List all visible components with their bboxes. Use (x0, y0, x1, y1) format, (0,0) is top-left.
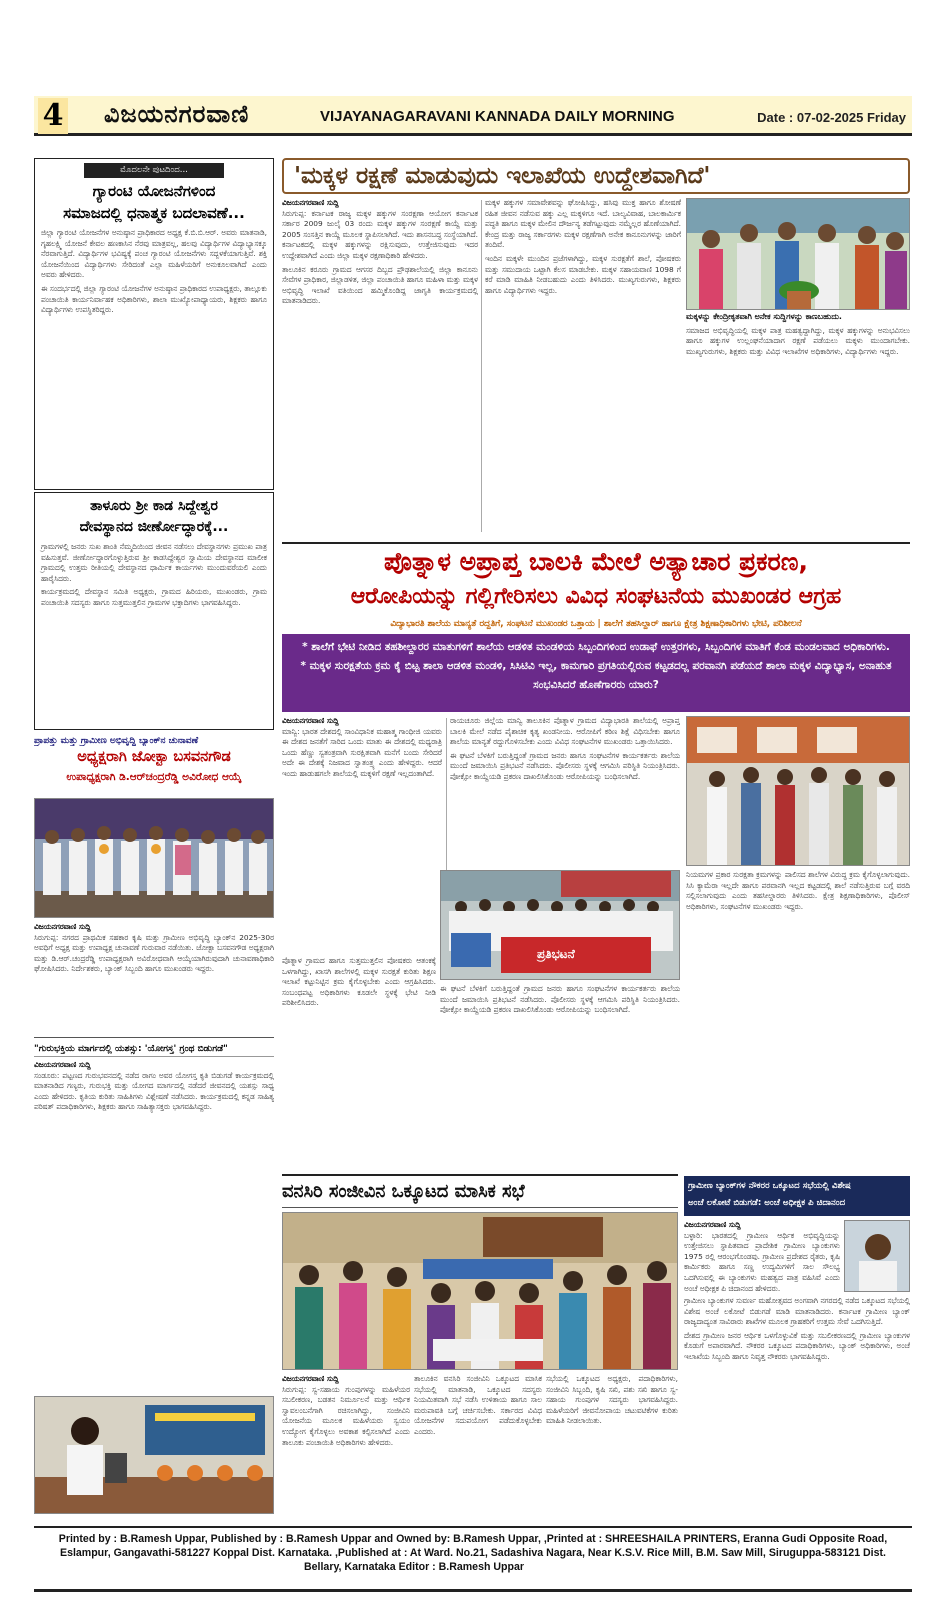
printer-line-1: Printed by : B.Ramesh Uppar, Published by : B.Ramesh Uppar and Owned by: B.Ramesh Uppar, ,Printed at : SHREESHAILA PRINTERS, Eranna Gudi Opposite Road, (58, 1533, 888, 1545)
child-protection-col-1 (282, 198, 478, 534)
vanasiri-meeting-photo (282, 1212, 678, 1370)
assault-story-col-5 (440, 984, 680, 1166)
newspaper-page (34, 96, 912, 1596)
school-visit-photo-illustration (687, 717, 910, 866)
protest-photo-illustration (441, 871, 680, 980)
officials-visit-photo (686, 716, 910, 866)
dateline: ವಿಜಯನಗರವಾಣಿ ಸುದ್ದಿ (684, 1220, 741, 1229)
story-kicker: ಪ್ರಾಪತ್ತು ಮತ್ತು ಗ್ರಾಮೀಣ ಅಭಿವೃದ್ಧಿ ಬ್ಯಾಂಕ್‌ನ ಚುನಾವಣೆ (34, 736, 199, 746)
temple-story (34, 492, 274, 730)
paragraph: ಈ ಘಟನೆ ಬೆಳಕಿಗೆ ಬರುತ್ತಿದ್ದಂತೆ ಗ್ರಾಮದ ಜನರು ಹಾಗೂ ಸಂಘಟನೆಗಳ ಕಾರ್ಯಕರ್ತರು ಶಾಲೆಯ ಮುಂದೆ ಜಮಾಯಿಸಿ ಪ್ರತಿಭಟನೆ ನಡೆಸಿದರು. ಪೊಲೀಸರು ಸ್ಥಳಕ್ಕೆ ಆಗಮಿಸಿ ಪರಿಸ್ಥಿತಿ ನಿಯಂತ್ರಿಸಿದರು. ಪೋಕ್ಸೋ ಕಾಯ್ದೆಯಡಿ ಪ್ರಕರಣ ದಾಖಲಿಸಿಕೊಂಡು ಆರೋಪಿಯನ್ನು ಬಂಧಿಸಲಾಗಿದೆ. (450, 750, 680, 781)
paragraph: ಸಿರುಗುಪ್ಪ: ನಗರದ ಪ್ರಾಥಮಿಕ ಸಹಕಾರ ಕೃಷಿ ಮತ್ತು ಗ್ರಾಮೀಣ ಅಭಿವೃದ್ಧಿ ಬ್ಯಾಂಕ್‌ನ 2025-30ರ ಅವಧಿಗೆ ಅಧ್ಯಕ್ಷ ಮತ್ತು ಉಪಾಧ್ಯಕ್ಷ ಚುನಾವಣೆ ಗುರುವಾರ ನಡೆಯಿತು. ಜೋಕ್ಟಾ ಬಸವನಗೌಡ ಅಧ್ಯಕ್ಷರಾಗಿ ಮತ್ತು ಡಿ.ಆರ್.ಚಂದ್ರರೆಡ್ಡಿ ಉಪಾಧ್ಯಕ್ಷರಾಗಿ ಅವಿರೋಧವಾಗಿ ಆಯ್ಕೆಯಾಗಿರುವುದಾಗಿ ಚುನಾವಣಾಧಿಕಾರಿ ಘೋಷಿಸಿದರು. ನಿರ್ದೇಶಕರು, ಬ್ಯಾಂಕ್ ಸಿಬ್ಬಂದಿ ಹಾಗೂ ಮುಖಂಡರು ಇದ್ದರು. (34, 932, 274, 974)
paper-name-kannada: ವಿಜಯನಗರವಾಣಿ (104, 100, 250, 128)
paragraph: ಗ್ರಾಮೀಣ ಬ್ಯಾಂಕುಗಳ ಸುವರ್ಣ ಮಹೋತ್ಸವದ ಅಂಗವಾಗಿ ನಗರದಲ್ಲಿ ನಡೆದ ಒಕ್ಕೂಟದ ಸಭೆಯಲ್ಲಿ ವಿಶೇಷ ಅಂಚೆ ಲಕೋಟೆ ಬಿಡುಗಡೆ ಮಾಡಿ ಮಾತನಾಡಿದರು. ಕರ್ನಾಟಕ ಗ್ರಾಮೀಣ ಬ್ಯಾಂಕ್ ರಾಜ್ಯದಾದ್ಯಂತ ಸಾವಿರಾರು ಶಾಖೆಗಳ ಮೂಲಕ ಗ್ರಾಹಕರಿಗೆ ಉತ್ತಮ ಸೇವೆ ಒದಗಿಸುತ್ತಿದೆ. (684, 1296, 910, 1327)
protest-photo (440, 870, 680, 980)
assault-story-headline (282, 542, 910, 616)
story-headline: "ಗುರುಭಕ್ತಿಯ ಮಾರ್ಗದಲ್ಲಿ ಯಶಸ್ಸು: 'ಯೋಗಸ್ತ' ಗ್ರಂಥ ಬಿಡುಗಡೆ" (34, 1044, 274, 1057)
child-protection-col-2 (485, 198, 681, 534)
story-body (35, 538, 273, 609)
paragraph: ಮಾನ್ವಿ: ಭಾರತ ದೇಶದಲ್ಲಿ ಸಾಂವಿಧಾನಿಕ ಮಹಾತ್ಮ ಗಾಂಧೀಜಿ ಯವರು ಈ ದೇಶದ ಜನತೆಗೆ ಸಾರಿದ ಒಂದು ಮಾತು ಈ ದೇಶದಲ್ಲಿ ಮಧ್ಯರಾತ್ರಿ ಒಂದು ಹೆಣ್ಣು ಸ್ವತಂತ್ರವಾಗಿ ಸುರಕ್ಷಿತವಾಗಿ ಮನೆಗೆ ಬಂದು ಸೇರಿದರೆ ಅದೇ ಈ ದೇಶಕ್ಕೆ ನಿಜವಾದ ಸ್ವಾತಂತ್ರ್ಯ ಎಂದು ಹೇಳಿದ್ದರು. ಆದರೆ ಇಂದು ಹಾಡುಹಗಲೇ ಶಾಲೆಯಲ್ಲಿ ಮಕ್ಕಳಿಗೆ ರಕ್ಷಣೆ ಇಲ್ಲದಂತಾಗಿದೆ. (282, 726, 442, 778)
paragraph: ಈ ಘಟನೆ ಬೆಳಕಿಗೆ ಬರುತ್ತಿದ್ದಂತೆ ಗ್ರಾಮದ ಜನರು ಹಾಗೂ ಸಂಘಟನೆಗಳ ಕಾರ್ಯಕರ್ತರು ಶಾಲೆಯ ಮುಂದೆ ಜಮಾಯಿಸಿ ಪ್ರತಿಭಟನೆ ನಡೆಸಿದರು. ಪೊಲೀಸರು ಸ್ಥಳಕ್ಕೆ ಆಗಮಿಸಿ ಪರಿಸ್ಥಿತಿ ನಿಯಂತ್ರಿಸಿದರು. ಪೋಕ್ಸೋ ಕಾಯ್ದೆಯಡಿ ಪ್ರಕರಣ ದಾಖಲಿಸಿಕೊಂಡು ಆರೋಪಿಯನ್ನು ಬಂಧಿಸಲಾಗಿದೆ. (440, 984, 680, 1015)
dateline: ವಿಜಯನಗರವಾಣಿ ಸುದ್ದಿ (282, 716, 339, 725)
paper-name-english: VIJAYANAGARAVANI KANNADA DAILY MORNING (320, 108, 675, 125)
paragraph: ದೇಶದ ಗ್ರಾಮೀಣ ಜನರ ಆರ್ಥಿಕ ಒಳಗೊಳ್ಳುವಿಕೆ ಮತ್ತು ಸಬಲೀಕರಣದಲ್ಲಿ ಗ್ರಾಮೀಣ ಬ್ಯಾಂಕುಗಳ ಕೊಡುಗೆ ಅಪಾರವಾಗಿದೆ. ನೌಕರರ ಒಕ್ಕೂಟದ ಪದಾಧಿಕಾರಿಗಳು, ಬ್ಯಾಂಕ್ ಅಧಿಕಾರಿಗಳು, ಅಂಚೆ ಇಲಾಖೆಯ ಸಿಬ್ಬಂದಿ ಹಾಗೂ ನಿವೃತ್ತ ನೌಕರರು ಭಾಗವಹಿಸಿದ್ದರು. (684, 1330, 910, 1361)
dateline: ವಿಜಯನಗರವಾಣಿ ಸುದ್ದಿ (282, 198, 339, 207)
assault-story-highlights (282, 634, 910, 712)
child-protection-col-3 (686, 312, 910, 536)
paragraph: ಸಿರುಗುಪ್ಪ: ಸ್ವ-ಸಹಾಯ ಗುಂಪುಗಳನ್ನು ಮಹಿಳೆಯರ ಸಬಲೀಕರಣ, ಬಡತನ ನಿರ್ಮೂಲನೆ ಮತ್ತು ಆರ್ಥಿಕ ಸ್ವಾವಲಂಬನೆಗಾಗಿ ರಚಿಸಲಾಗಿದ್ದು, ಸಂಜೀವಿನಿ ಯೋಜನೆಯ ಮೂಲಕ ಮಹಿಳೆಯರು ಸ್ವಯಂ ಉದ್ಯೋಗ ಕೈಗೊಳ್ಳಲು ಅವಕಾಶ ಕಲ್ಪಿಸಲಾಗಿದೆ ಎಂದು ತಾಲೂಕು ಪಂಚಾಯಿತಿ ಅಧಿಕಾರಿಗಳು ಹೇಳಿದರು. (282, 1384, 410, 1447)
paragraph: ಇಂದಿನ ಮಕ್ಕಳೇ ಮುಂದಿನ ಪ್ರಜೆಗಳಾಗಿದ್ದು, ಮಕ್ಕಳ ಸುರಕ್ಷತೆಗೆ ಶಾಲೆ, ಪೋಷಕರು ಮತ್ತು ಸಮುದಾಯ ಒಟ್ಟಾಗಿ ಕೆಲಸ ಮಾಡಬೇಕು. ಮಕ್ಕಳ ಸಹಾಯವಾಣಿ 1098 ಗೆ ಕರೆ ಮಾಡಿ ಮಾಹಿತಿ ನೀಡಬಹುದು ಎಂದು ತಿಳಿಸಿದರು. ಮುಖ್ಯಗುರುಗಳು, ಶಿಕ್ಷಕರು ಹಾಗೂ ವಿದ್ಯಾರ್ಥಿಗಳು ಇದ್ದರು. (485, 253, 681, 295)
dateline: ವಿಜಯನಗರವಾಣಿ ಸುದ್ದಿ (34, 922, 91, 931)
photo-caption: ಮಕ್ಕಳನ್ನು ಕೇಂದ್ರೀಕೃತವಾಗಿ ಅನೇಕ ಸುದ್ದಿಗಳನ್ನು ಕಾಣಬಹುದು. (686, 312, 842, 321)
vanasiri-story-headline: ವನಸಿರಿ ಸಂಜೀವಿನ ಒಕ್ಕೂಟದ ಮಾಸಿಕ ಸಭೆ (282, 1174, 678, 1208)
gramin-bank-col-2 (684, 1296, 910, 1520)
issue-date: Date : 07-02-2025 Friday (757, 110, 906, 125)
paragraph: ಸಂಡೂರು: ಪಟ್ಟಣದ ಗುರುಭವನದಲ್ಲಿ ನಡೆದ ರಾಗಂ ಅವರ ಯೋಗಸ್ತ ಕೃತಿ ಬಿಡುಗಡೆ ಕಾರ್ಯಕ್ರಮದಲ್ಲಿ ಮಾತನಾಡಿದ ಗಣ್ಯರು, ಗುರುಭಕ್ತಿ ಮತ್ತು ಯೋಗದ ಮಾರ್ಗದಲ್ಲಿ ನಡೆದರೆ ಜೀವನದಲ್ಲಿ ಯಶಸ್ಸು ಸಾಧ್ಯ ಎಂದು ಹೇಳಿದರು. ಕೃತಿಯ ಕುರಿತು ಸಾಹಿತಿಗಳು ವಿಶ್ಲೇಷಣೆ ನಡೆಸಿದರು. ಕಾರ್ಯಕ್ರಮದಲ್ಲಿ ಕನ್ನಡ ಸಾಹಿತ್ಯ ಪರಿಷತ್ ಪದಾಧಿಕಾರಿಗಳು, ಶಿಕ್ಷಕರು ಹಾಗೂ ಸಾಹಿತ್ಯಾಸಕ್ತರು ಭಾಗವಹಿಸಿದ್ದರು. (34, 1070, 274, 1112)
bank-story (34, 736, 274, 1038)
printer-line-3: Bellary, Karnataka Editor : B.Ramesh Uppar (304, 1561, 524, 1573)
dateline: ವಿಜಯನಗರವಾಣಿ ಸುದ್ದಿ (34, 1060, 91, 1069)
paragraph: ರಾಯಚೂರು ಜಿಲ್ಲೆಯ ಮಾನ್ವಿ ತಾಲೂಕಿನ ಪೊತ್ನಾಳ ಗ್ರಾಮದ ವಿದ್ಯಾಭಾರತಿ ಶಾಲೆಯಲ್ಲಿ ಅಪ್ರಾಪ್ತ ಬಾಲಕಿ ಮೇಲೆ ನಡೆದ ಪೈಶಾಚಿಕ ಕೃತ್ಯ ಖಂಡನೀಯ. ಆರೋಪಿಗೆ ಕಠಿಣ ಶಿಕ್ಷೆ ವಿಧಿಸಬೇಕು ಹಾಗೂ ಶಾಲೆಯ ಮಾನ್ಯತೆ ರದ್ದುಗೊಳಿಸಬೇಕು ಎಂದು ವಿವಿಧ ಸಂಘಟನೆಗಳ ಮುಖಂಡರು ಒತ್ತಾಯಿಸಿದರು. (450, 716, 680, 747)
headline-line-1: ಗ್ರಾಮೀಣ ಬ್ಯಾಂಕ್‌ಗಳ ನೌಕರರ ಒಕ್ಕೂಟದ ಸಭೆಯಲ್ಲಿ ವಿಶೇಷ (688, 1181, 851, 1191)
paragraph: ಗ್ರಾಮಗಳಲ್ಲಿ ಜನರು ಸುಖ ಶಾಂತಿ ನೆಮ್ಮದಿಯಿಂದ ಜೀವನ ನಡೆಸಲು ದೇವಸ್ಥಾನಗಳು ಪ್ರಮುಖ ಪಾತ್ರ ವಹಿಸುತ್ತವೆ. ಜೀರ್ಣೋದ್ಧಾರಗೊಳ್ಳುತ್ತಿರುವ ಶ್ರೀ ಕಾಡಸಿದ್ದೇಶ್ವರ ಸ್ವಾಮಿಯ ದೇವಸ್ಥಾನದ ಮಾಲೀಕ ಗ್ರಾಮದಲ್ಲಿ ಉತ್ತಮ ರೀತಿಯಲ್ಲಿ ದೇವಸ್ಥಾನದ ಧಾರ್ಮಿಕ ಕಾರ್ಯಗಳು ಮುಂದುವರೆಯಲಿ ಎಂದು ಹಾರೈಸಿದರು. (41, 542, 267, 583)
assault-story-col-3 (686, 870, 910, 1172)
portrait-illustration (845, 1221, 910, 1292)
child-protection-photo (686, 198, 910, 310)
assault-story-kicker: ವಿದ್ಯಾಭಾರತಿ ಶಾಲೆಯ ಮಾನ್ಯತೆ ರದ್ದತಿಗೆ, ಸಂಘಟನೆ ಮುಖಂಡರ ಒತ್ತಾಯ | ಶಾಲೆಗೆ ತಹಸಿಲ್ದಾರ್ ಹಾಗೂ ಕ್ಷೇತ್ರ ಶಿಕ್ಷಣಾಧಿಕಾರಿಗಳು ಭೇಟಿ, ಪರಿಶೀಲನೆ (390, 619, 802, 629)
paragraph: ನಿಯಮಗಳ ಪ್ರಕಾರ ಸುರಕ್ಷತಾ ಕ್ರಮಗಳನ್ನು ಪಾಲಿಸದ ಶಾಲೆಗಳ ವಿರುದ್ಧ ಕ್ರಮ ಕೈಗೊಳ್ಳಲಾಗುವುದು. ಸಿಸಿ ಕ್ಯಾಮೆರಾ ಇಲ್ಲದೇ ಹಾಗೂ ಪರವಾನಗಿ ಇಲ್ಲದ ಕಟ್ಟಡದಲ್ಲಿ ಶಾಲೆ ನಡೆಸುತ್ತಿರುವ ಬಗ್ಗೆ ವರದಿ ಸಲ್ಲಿಸಲಾಗುವುದು ಎಂದು ತಹಸೀಲ್ದಾರರು ತಿಳಿಸಿದರು. ಕ್ಷೇತ್ರ ಶಿಕ್ಷಣಾಧಿಕಾರಿಗಳು, ಪೊಲೀಸ್ ಅಧಿಕಾರಿಗಳು, ಸಂಘಟನೆಗಳ ಮುಖಂಡರು ಇದ್ದರು. (686, 870, 910, 911)
printer-line (34, 1526, 912, 1588)
plant-watering-photo-illustration (687, 199, 910, 310)
masthead (34, 96, 912, 136)
headline-line-2: ಸಮಾಜದಲ್ಲಿ ಧನಾತ್ಮಕ ಬದಲಾವಣೆ... (63, 204, 245, 222)
assault-story-col-1 (282, 716, 442, 952)
paragraph: ಸಮಾಜದ ಅಭಿವೃದ್ಧಿಯಲ್ಲಿ ಮಕ್ಕಳ ಪಾತ್ರ ಮಹತ್ವದ್ದಾಗಿದ್ದು, ಮಕ್ಕಳ ಹಕ್ಕುಗಳನ್ನು ಅನುಭವಿಸಲು ಹಾಗೂ ಹಕ್ಕುಗಳ ಉಲ್ಲಂಘನೆಯಾದಾಗ ರಕ್ಷಣೆ ಪಡೆಯಲು ಮಕ್ಕಳು ಮುಂದಾಗಬೇಕು. ಮುಖ್ಯಗುರುಗಳು, ಶಿಕ್ಷಕರು ಮತ್ತು ವಿವಿಧ ಇಲಾಖೆಗಳ ಅಧಿಕಾರಿಗಳು, ವಿದ್ಯಾರ್ಥಿಗಳು ಇದ್ದರು. (686, 325, 910, 356)
story-body (34, 1060, 274, 1113)
vanasiri-col-2 (414, 1374, 542, 1520)
printer-line-2: Eslampur, Gangavathi-581227 Koppal Dist. Karnataka. ,Published at : At Ward. No.21, Sadashiva Nagara, Near K.S.V. Rice Mill, B.M. Saw Mill, Siruguppa-583121 Dist. (60, 1547, 886, 1559)
highlight-point-1: * ಶಾಲೆಗೆ ಭೇಟಿ ನೀಡಿದ ತಹಶೀಲ್ದಾರರ ಮಾತುಗಳಿಗೆ ಶಾಲೆಯ ಆಡಳಿತ ಮಂಡಳಿಯ ಸಿಬ್ಬಂದಿಗಳಿಂದ ಉಡಾಫೆ ಉತ್ತರಗಳು, ಸಿಬ್ಬಂದಿಗಳ ಮಾತಿಗೆ ಕೆಂಡ ಮಂಡಲವಾದ ಅಧಿಕಾರಿಗಳು. (302, 641, 890, 653)
guarantee-story (34, 158, 274, 490)
paragraph: ಮಕ್ಕಳ ಹಕ್ಕುಗಳ ಸಮಾವೇಶವನ್ನು ಘೋಷಿಸಿದ್ದು, ಹಸಿವು ಮುಕ್ತ ಹಾಗೂ ಶೋಷಣೆ ರಹಿತ ಜೀವನ ನಡೆಸುವ ಹಕ್ಕು ಎಲ್ಲ ಮಕ್ಕಳಿಗೂ ಇದೆ. ಬಾಲ್ಯವಿವಾಹ, ಬಾಲಕಾರ್ಮಿಕ ಪದ್ಧತಿ ಹಾಗೂ ಮಕ್ಕಳ ಮೇಲಿನ ದೌರ್ಜನ್ಯ ತಡೆಗಟ್ಟುವುದು ನಮ್ಮೆಲ್ಲರ ಹೊಣೆಯಾಗಿದೆ. ಕೇಂದ್ರ ಮತ್ತು ರಾಜ್ಯ ಸರ್ಕಾರಗಳು ಮಕ್ಕಳ ರಕ್ಷಣೆಗಾಗಿ ಅನೇಕ ಕಾನೂನುಗಳನ್ನು ಜಾರಿಗೆ ತಂದಿವೆ. (485, 198, 681, 250)
group-photo-illustration (35, 799, 274, 918)
protest-banner-text: ಪ್ರತಿಭಟನೆ (537, 947, 575, 961)
column-divider (481, 200, 482, 532)
paragraph: ಈ ಸಂದರ್ಭದಲ್ಲಿ ಜಿಲ್ಲಾ ಗ್ಯಾರಂಟಿ ಯೋಜನೆಗಳ ಅನುಷ್ಠಾನ ಪ್ರಾಧಿಕಾರದ ಉಪಾಧ್ಯಕ್ಷರು, ತಾಲ್ಲೂಕು ಪಂಚಾಯಿತಿ ಕಾರ್ಯನಿರ್ವಾಹಕ ಅಧಿಕಾರಿಗಳು, ಶಾಲಾ ಮುಖ್ಯೋಪಾಧ್ಯಾಯರು, ಶಿಕ್ಷಕರು ಹಾಗೂ ವಿದ್ಯಾರ್ಥಿಗಳು ಉಪಸ್ಥಿತರಿದ್ದರು. (41, 283, 267, 315)
story-headline (35, 180, 273, 224)
headline-line-2: ಉಪಾಧ್ಯಕ್ಷರಾಗಿ ಡಿ.ಆರ್‌ಚಂದ್ರರೆಡ್ಡಿ ಅವಿರೋಧ ಆಯ್ಕೆ (66, 771, 242, 783)
assault-story-col-4 (282, 956, 436, 1166)
speaker-photo-illustration (35, 1397, 274, 1514)
postal-superintendent-photo (844, 1220, 910, 1292)
book-release-story (34, 1044, 274, 1516)
story-headline (34, 746, 274, 786)
highlight-point-2: * ಮಕ್ಕಳ ಸುರಕ್ಷತೆಯ ಕ್ರಮ ಕೈ ಬಿಟ್ಟ ಶಾಲಾ ಆಡಳಿತ ಮಂಡಳಿ, ಸಿಸಿಟಿವಿ ಇಲ್ಲ, ಕಾಮಗಾರಿ ಪ್ರಗತಿಯಲ್ಲಿರುವ ಕಟ್ಟಡದಲ್ಲ ಪರವಾನಗಿ ಪಡೆಯದೆ ಶಾಲಾ ಮಕ್ಕಳ ವಿದ್ಯಾಭ್ಯಾಸ, ಅನಾಹುತ ಸಂಭವಿಸಿದರೆ ಹೊಣೆಗಾರರು ಯಾರು? (300, 660, 892, 691)
women-meeting-photo-illustration (283, 1213, 678, 1370)
paragraph: ಬಳ್ಳಾರಿ: ಭಾರತದಲ್ಲಿ ಗ್ರಾಮೀಣ ಆರ್ಥಿಕ ಅಭಿವೃದ್ಧಿಯನ್ನು ಉತ್ತೇಜಿಸಲು ಸ್ಥಾಪಿತವಾದ ಪ್ರಾದೇಶಿಕ ಗ್ರಾಮೀಣ ಬ್ಯಾಂಕುಗಳು 1975 ರಲ್ಲಿ ಆರಂಭಗೊಂಡವು. ಗ್ರಾಮೀಣ ಪ್ರದೇಶದ ರೈತರು, ಕೃಷಿ ಕಾರ್ಮಿಕರು ಹಾಗೂ ಸಣ್ಣ ಉದ್ಯಮಿಗಳಿಗೆ ಸಾಲ ಸೌಲಭ್ಯ ಒದಗಿಸುವಲ್ಲಿ ಈ ಬ್ಯಾಂಕುಗಳು ಮಹತ್ವದ ಪಾತ್ರ ವಹಿಸಿವೆ ಎಂದು ಅಂಚೆ ಅಧೀಕ್ಷಕ ಪಿ ಚಿದಾನಂದ ಹೇಳಿದರು. (684, 1230, 840, 1293)
book-release-photo (34, 1396, 274, 1514)
bank-officials-photo (34, 798, 274, 918)
headline-line-1: ತಾಳೂರು ಶ್ರೀ ಕಾಡ ಸಿದ್ದೇಶ್ವರ (90, 498, 218, 514)
paragraph: ಸಿರುಗುಪ್ಪ: ಕರ್ನಾಟಕ ರಾಜ್ಯ ಮಕ್ಕಳ ಹಕ್ಕುಗಳ ಸಂರಕ್ಷಣಾ ಆಯೋಗ ಕರ್ನಾಟಕ ಸರ್ಕಾರ 2009 ಜುಲೈ 03 ರಂದು ಮಕ್ಕಳ ಹಕ್ಕುಗಳ ಸಂರಕ್ಷಣೆ ಕಾಯ್ದೆ ಮತ್ತು 2005 ಸಂಸತ್ತಿನ ಕಾಯ್ದೆ ಮೂಲಕ ಸ್ಥಾಪಿಸಲಾಗಿದೆ. ಇದು ಶಾಸನಬದ್ಧ ಸಂಸ್ಥೆಯಾಗಿದೆ. ಕರ್ನಾಟಕದಲ್ಲಿ ಮಕ್ಕಳ ಹಕ್ಕುಗಳನ್ನು ರಕ್ಷಿಸುವುದು, ಉತ್ತೇಜಿಸುವುದು ಇದರ ಉದ್ದೇಶವಾಗಿದೆ ಎಂದು ಜಿಲ್ಲಾ ಮಕ್ಕಳ ರಕ್ಷಣಾಧಿಕಾರಿ ಹೇಳಿದರು. (282, 208, 478, 260)
vanasiri-col-1 (282, 1374, 410, 1520)
gramin-bank-headline (684, 1176, 910, 1216)
gramin-bank-col-1 (684, 1220, 840, 1296)
paragraph: ಕಾರ್ಯಕ್ರಮದಲ್ಲಿ ದೇವಸ್ಥಾನ ಸಮಿತಿ ಅಧ್ಯಕ್ಷರು, ಗ್ರಾಮದ ಹಿರಿಯರು, ಮುಖಂಡರು, ಗ್ರಾಮ ಪಂಚಾಯಿತಿ ಸದಸ್ಯರು ಹಾಗೂ ಸುತ್ತಮುತ್ತಲಿನ ಗ್ರಾಮಗಳ ಭಕ್ತಾದಿಗಳು ಭಾಗವಹಿಸಿದ್ದರು. (41, 587, 267, 607)
headline-line-2: ದೇವಸ್ಥಾನದ ಜೀರ್ಣೋದ್ಧಾರಕ್ಕೆ... (79, 519, 229, 535)
headline-line-1: ಅಧ್ಯಕ್ಷರಾಗಿ ಜೋಕ್ಟಾ ಬಸವನಗೌಡ (77, 749, 231, 765)
vanasiri-col-3 (546, 1374, 678, 1520)
headline-line-2: ಆರೋಪಿಯನ್ನು ಗಲ್ಲಿಗೇರಿಸಲು ವಿವಿಧ ಸಂಘಟನೆಯ ಮುಖಂಡರ ಆಗ್ರಹ (350, 584, 842, 609)
paragraph: ತಾಲೂಕಿನ ಕರೂರು ಗ್ರಾಮದ ಆಗಸರ ದಿಬ್ಬದ ಪ್ರೌಢಶಾಲೆಯಲ್ಲಿ ಜಿಲ್ಲಾ ಕಾನೂನು ಸೇವೆಗಳ ಪ್ರಾಧಿಕಾರ, ಜಿಲ್ಲಾಡಳಿತ, ಜಿಲ್ಲಾ ಪಂಚಾಯಿತಿ ಹಾಗೂ ಮಹಿಳಾ ಮತ್ತು ಮಕ್ಕಳ ಅಭಿವೃದ್ಧಿ ಇಲಾಖೆ ವತಿಯಿಂದ ಹಮ್ಮಿಕೊಂಡಿದ್ದ ಜಾಗೃತಿ ಕಾರ್ಯಕ್ರಮದಲ್ಲಿ ಮಾತನಾಡಿದರು. (282, 264, 478, 306)
story-body (34, 922, 274, 978)
headline-line-2: ಅಂಚೆ ಲಕೋಟೆ ಬಿಡುಗಡೆ: ಅಂಚೆ ಅಧೀಕ್ಷಕ ಪಿ ಚಿದಾನಂದ (688, 1198, 846, 1208)
story-body (35, 224, 273, 316)
dateline: ವಿಜಯನಗರವಾಣಿ ಸುದ್ದಿ (282, 1374, 339, 1383)
paragraph: ಸಭೆಯಲ್ಲಿ ಒಕ್ಕೂಟದ ಅಧ್ಯಕ್ಷರು, ಪದಾಧಿಕಾರಿಗಳು, ಸಂಜೀವಿನಿ ಸಿಬ್ಬಂದಿ, ಕೃಷಿ ಸಖಿ, ಪಶು ಸಖಿ ಹಾಗೂ ಸ್ವ-ಸಹಾಯ ಗುಂಪುಗಳ ಸದಸ್ಯರು ಭಾಗವಹಿಸಿದ್ದರು. ಮಹಿಳೆಯರಿಗೆ ಜೀವನೋಪಾಯ ಚಟುವಟಿಕೆಗಳ ಕುರಿತು ಮಾಹಿತಿ ನೀಡಲಾಯಿತು. (546, 1374, 678, 1426)
child-protection-headline: 'ಮಕ್ಕಳ ರಕ್ಷಣೆ ಮಾಡುವುದು ಇಲಾಖೆಯ ಉದ್ದೇಶವಾಗಿದೆ' (282, 158, 910, 194)
page-number: 4 (38, 98, 68, 134)
story-headline (35, 496, 273, 538)
footer-rule (34, 1589, 912, 1592)
story-tag: ಮೊದಲನೇ ಪುಟದಿಂದ... (84, 163, 224, 178)
paragraph: ಜಿಲ್ಲಾ ಗ್ಯಾರಂಟಿ ಯೋಜನೆಗಳ ಅನುಷ್ಠಾನ ಪ್ರಾಧಿಕಾರದ ಅಧ್ಯಕ್ಷ ಕೆ.ಬಿ.ಬಿ.ಆರ್. ಅವರು ಮಾತನಾಡಿ, ಗೃಹಲಕ್ಷ್ಮಿ ಯೋಜನೆ ಕೇವಲ ಹಣಕಾಸಿನ ನೆರವು ಮಾತ್ರವಲ್ಲ, ಹಲವು ವಿದ್ಯಾರ್ಥಿಗಳ ವಿದ್ಯಾಭ್ಯಾಸಕ್ಕೂ ನೆರವಾಗುತ್ತಿದೆ. ವಿದ್ಯಾರ್ಥಿಗಳ ಭವಿಷ್ಯಕ್ಕೆ ಪಂಚ ಗ್ಯಾರಂಟಿ ಯೋಜನೆಗಳು ಸದ್ಬಳಕೆಯಾಗುತ್ತಿವೆ. ಶಕ್ತಿ ಯೋಜನೆಯಿಂದ ವಿದ್ಯಾರ್ಥಿಗಳು ಸೇರಿದಂತೆ ಎಲ್ಲಾ ಮಹಿಳೆಯರಿಗೆ ಅನುಕೂಲವಾಗಿದೆ ಎಂದು ಅವರು ಹೇಳಿದರು. (41, 228, 267, 280)
headline-line-1: ಪೊತ್ನಾಳ ಅಪ್ರಾಪ್ತ ಬಾಲಕಿ ಮೇಲೆ ಅತ್ಯಾಚಾರ ಪ್ರಕರಣ, (384, 547, 808, 576)
headline-line-1: ಗ್ಯಾರಂಟಿ ಯೋಜನೆಗಳಿಂದ (92, 182, 216, 200)
paragraph: ಪೊತ್ನಾಳ ಗ್ರಾಮದ ಹಾಗೂ ಸುತ್ತಮುತ್ತಲಿನ ಪೋಷಕರು ಆತಂಕಕ್ಕೆ ಒಳಗಾಗಿದ್ದು, ಖಾಸಗಿ ಶಾಲೆಗಳಲ್ಲಿ ಮಕ್ಕಳ ಸುರಕ್ಷತೆ ಕುರಿತು ಶಿಕ್ಷಣ ಇಲಾಖೆ ಕಟ್ಟುನಿಟ್ಟಿನ ಕ್ರಮ ಕೈಗೊಳ್ಳಬೇಕು ಎಂದು ಆಗ್ರಹಿಸಿದರು. ಸಂಬಂಧಪಟ್ಟ ಅಧಿಕಾರಿಗಳು ಕೂಡಲೇ ಸ್ಥಳಕ್ಕೆ ಭೇಟಿ ನೀಡಿ ಪರಿಶೀಲಿಸಿದರು. (282, 956, 436, 1008)
paragraph: ತಾಲೂಕಿನ ವನಸಿರಿ ಸಂಜೀವಿನಿ ಒಕ್ಕೂಟದ ಮಾಸಿಕ ಸಭೆಯಲ್ಲಿ ಮಾತನಾಡಿ, ಒಕ್ಕೂಟದ ಸದಸ್ಯರು ನಿಯಮಿತವಾಗಿ ಸಭೆ ನಡೆಸಿ ಉಳಿತಾಯ ಹಾಗೂ ಸಾಲ ಮರುಪಾವತಿ ಬಗ್ಗೆ ಚರ್ಚಿಸಬೇಕು. ಸರ್ಕಾರದ ವಿವಿಧ ಯೋಜನೆಗಳ ಸದುಪಯೋಗ ಪಡೆದುಕೊಳ್ಳಬೇಕು ಎಂದರು. (414, 1374, 542, 1436)
